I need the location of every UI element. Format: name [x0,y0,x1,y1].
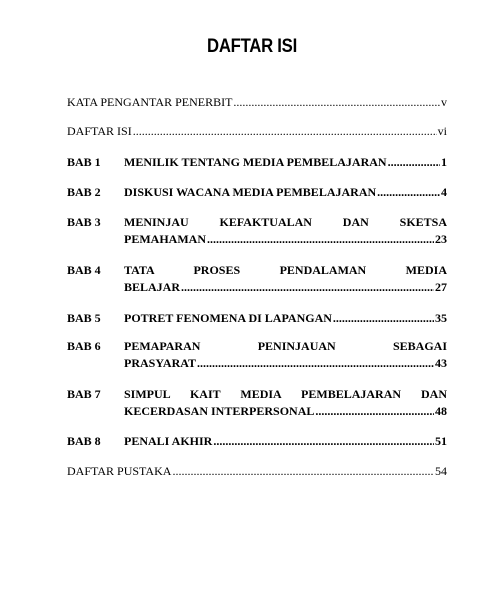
dot-leader [377,184,440,201]
chapter-number: BAB 7 [67,387,101,401]
chapter-page: 43 [435,356,447,370]
chapter-title-line: SIMPUL KAIT MEDIA PEMBELAJARAN DAN [124,387,447,401]
toc-entry-daftar-isi[interactable] [67,123,447,139]
dot-leader [181,279,434,296]
chapter-title: PENALI AKHIR [124,434,213,448]
toc-chapter-4[interactable] [67,262,447,296]
chapter-page: 23 [435,232,447,246]
dot-leader [315,403,434,420]
dot-leader [207,231,434,248]
toc-entry-kata-pengantar[interactable] [67,94,447,110]
chapter-title-line: PEMAPARAN PENINJAUAN SEBAGAI [124,339,447,353]
toc-chapter-3[interactable] [67,214,447,248]
dot-leader [388,154,440,171]
chapter-title: POTRET FENOMENA DI LAPANGAN [124,311,332,325]
toc-entry-label: DAFTAR ISI [67,124,132,138]
toc-entry-page: vi [437,124,447,138]
chapter-number: BAB 4 [67,263,101,277]
chapter-title-line: MENINJAU KEFAKTUALAN DAN SKETSA [124,215,447,229]
page-title: DAFTAR ISI [207,36,297,57]
toc-entry-page: 54 [435,464,447,478]
chapter-page: 51 [435,434,447,448]
chapter-number: BAB 8 [67,434,101,448]
dot-leader [333,310,434,327]
chapter-title-line: TATA PROSES PENDALAMAN MEDIA [124,263,447,277]
chapter-page: 35 [435,311,447,325]
chapter-title: KECERDASAN INTERPERSONAL [124,404,315,418]
chapter-title: BELAJAR [124,280,181,294]
toc-entry-label: DAFTAR PUSTAKA [67,464,172,478]
dot-leader [133,123,437,139]
dot-leader [197,355,434,372]
toc-entry-page: v [441,95,447,109]
chapter-number: BAB 1 [67,155,101,169]
chapter-page: 27 [435,280,447,294]
toc-chapter-6[interactable] [67,338,447,372]
chapter-title: PRASYARAT [124,356,197,370]
toc-entry-label: KATA PENGANTAR PENERBIT [67,95,233,109]
chapter-title: PEMAHAMAN [124,232,206,246]
chapter-page: 48 [435,404,447,418]
toc-chapter-2[interactable] [67,184,447,201]
toc-chapter-8[interactable] [67,433,447,450]
toc-chapter-5[interactable] [67,310,447,327]
chapter-title: MENILIK TENTANG MEDIA PEMBELAJARAN [124,155,387,169]
chapter-number: BAB 6 [67,339,101,353]
chapter-page: 1 [441,155,447,169]
chapter-number: BAB 2 [67,185,101,199]
dot-leader [172,463,434,479]
chapter-number: BAB 5 [67,311,101,325]
toc-entry-daftar-pustaka[interactable] [67,463,447,479]
toc-chapter-1[interactable] [67,154,447,171]
toc-chapter-7[interactable] [67,386,447,420]
dot-leader [233,94,440,110]
chapter-number: BAB 3 [67,215,101,229]
chapter-page: 4 [441,185,447,199]
chapter-title: DISKUSI WACANA MEDIA PEMBELAJARAN [124,185,377,199]
dot-leader [213,433,434,450]
